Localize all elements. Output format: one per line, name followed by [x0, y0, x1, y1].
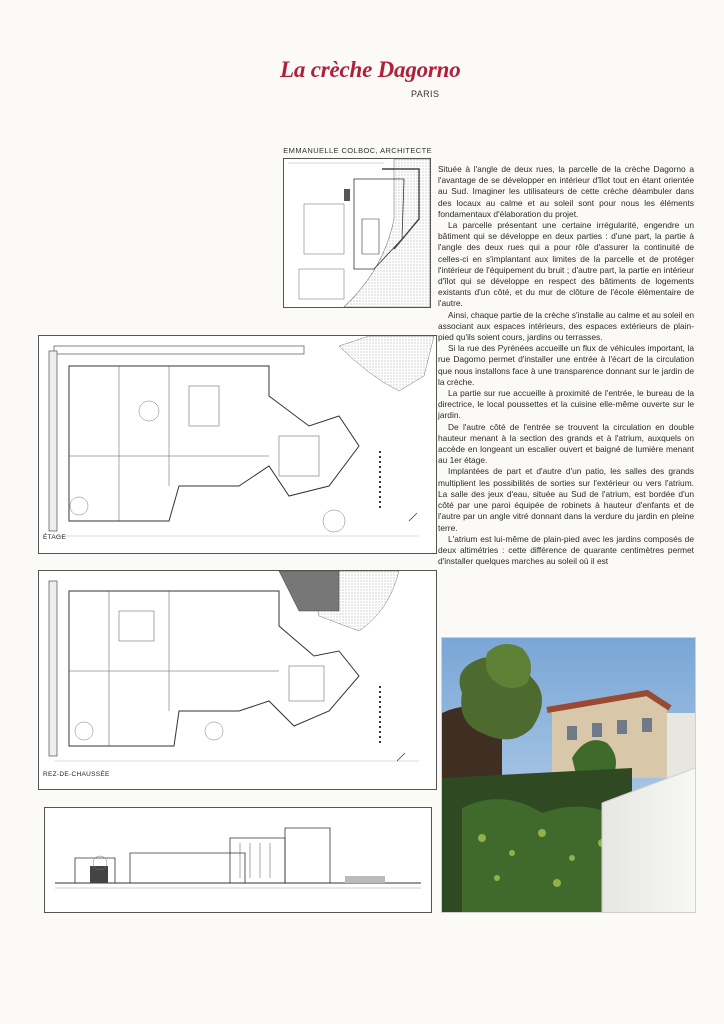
floor-plan-etage	[38, 335, 437, 554]
floor-plan-rdc	[38, 570, 437, 790]
paragraph: De l'autre côté de l'entrée se trouvent la circulation en double hauteur menant à la section des grands et à l'atrium, auxquels on accède en longeant un escalier ouvert et baigné de lumière menant au 1er étage.	[438, 421, 694, 466]
paragraph: La parcelle présentant une certaine irrégularité, engendre un bâtiment qui se développe en deux parties : d'une part, la partie à l'angle des deux rues qui a pour rôle d'assurer la continuité de celles-ci en s'implantant aux limites de la parcelle et de protéger l'intérieur de l'équipement du bruit ; d'autre part, la partie en intérieur d'îlot qui se développe en respect des bâtiments de logements existants d'un côté, et du mur de clôture de l'école élémentaire de l'autre.	[438, 220, 694, 309]
rdc-label: REZ-DE-CHAUSSÉE	[43, 771, 110, 778]
page-title: La crèche Dagorno	[280, 57, 461, 82]
etage-label: ÉTAGE	[43, 534, 67, 541]
paragraph: Située à l'angle de deux rues, la parcelle de la crèche Dagorno a l'avantage de se développer en intérieur d'îlot tout en étant orientée au Sud. Imaginer les utilisateurs de cette crèche déambuler dans des locaux au calme et au soleil sont pour nous les éléments fondamentaux d'élaboration du projet.	[438, 164, 694, 219]
paragraph: Implantées de part et d'autre d'un patio, les salles des grands multiplient les possibilités de sorties sur l'extérieur ou vers l'atrium. La salle des jeux d'eau, située au Sud de l'atrium, est bordée d'un côté par une paroi équipée de robinets à hauteur d'enfants et de l'autre par un angle vitré donnant dans la verdure du jardin en pleine terre.	[438, 466, 694, 533]
paragraph: L'atrium est lui-même de plain-pied avec les jardins composés de deux altimétries : cette différence de quarante centimètres permet d'installer quelques marches au soleil où il est	[438, 533, 694, 567]
paragraph: La partie sur rue accueille à proximité de l'entrée, le bureau de la directrice, le local poussettes et la cuisine elle-même ouverte sur le jardin.	[438, 388, 694, 421]
section-drawing	[44, 807, 432, 913]
architect-credit: EMMANUELLE COLBOC, ARCHITECTE	[283, 146, 432, 155]
paragraph: Ainsi, chaque partie de la crèche s'installe au calme et au soleil en associant aux espaces intérieurs, des espaces extérieurs de plain-pied qu'ils soient cours, jardins ou terrasses.	[438, 309, 695, 343]
article-body	[438, 164, 694, 567]
courtyard-photo	[441, 637, 696, 913]
paragraph: Si la rue des Pyrénées accueille un flux de véhicules important, la rue Dagorno permet d'installer une entrée à l'écart de la circulation que nous installons face à une transparence donnant sur le jardin de la crèche.	[438, 343, 694, 387]
city-label: PARIS	[411, 89, 440, 99]
site-plan	[283, 158, 431, 308]
